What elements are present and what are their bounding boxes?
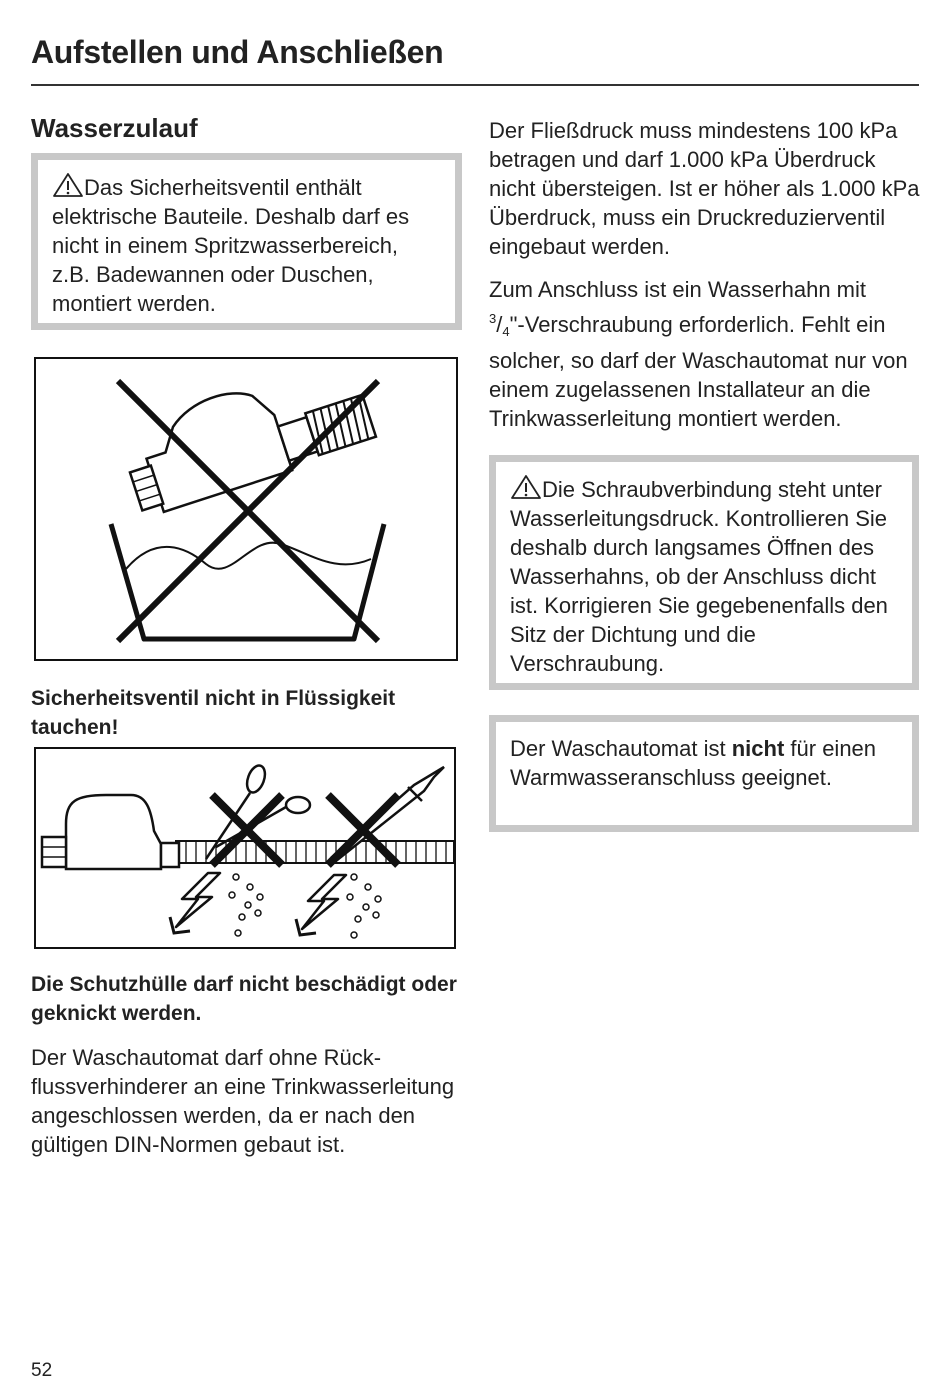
page-title: Aufstellen und Anschließen: [31, 34, 444, 70]
note-text-post: für einen Warmwasseranschluss geeignet.: [510, 736, 877, 790]
note-text-bold: nicht: [731, 736, 785, 761]
figure-protective-sleeve: [34, 747, 456, 949]
connection-text-pre: Zum Anschluss ist ein Wasserhahn mit: [489, 277, 866, 302]
section-title: Wasserzulauf: [31, 113, 198, 143]
connection-paragraph: Zum Anschluss ist ein Wasserhahn mit $^3$/4"-Verschraubung erforderlich. Fehlt ein solcher, so darf der Waschautomat nur von einem zugelassenen Installateur an die Trinkwasserleitung montiert werden.: [489, 277, 908, 431]
warning-valve-text: Das Sicherheitsventil enthält elektrische Bauteile. Deshalb darf es nicht in einem Spritzwasserbereich, z.B. Badewannen oder Duschen, montiert werden.: [52, 175, 410, 316]
warning-box-valve: [31, 153, 462, 330]
page-number: 52: [31, 1360, 53, 1381]
pressure-paragraph: Der Fließdruck muss mindestens 100 kPa betragen und darf 1.000 kPa Überdruck nicht übersteigen. Ist er höher als 1.000 kPa Überdruck, muss ein Druckreduzierventil eingebaut werden.: [489, 118, 920, 259]
warning-box-screw: [489, 455, 919, 690]
sleeve-damage-illustration: [36, 749, 454, 947]
warning-triangle-icon: [510, 474, 542, 500]
note-box-hot-water: [489, 715, 919, 832]
valve-water-illustration: [36, 359, 456, 659]
fraction-numerator: 3: [489, 311, 497, 326]
warning-screw-text: Die Schraubverbindung steht unter Wasserleitungsdruck. Kontrollieren Sie deshalb durch langsames Öffnen des Wasserhahns, ob der Anschluss dicht ist. Korrigieren Sie gegebenenfalls den Sitz der Dichtung und die Verschraubung.: [510, 477, 888, 676]
note-text-pre: Der Waschautomat ist: [510, 736, 726, 761]
left-body-text: [31, 1043, 463, 1159]
backflow-paragraph: Der Waschautomat darf ohne Rückflussverhinderer an eine Trinkwasserleitung angeschlossen werden, da er nach den gültigen DIN-Normen gebaut ist.: [31, 1045, 455, 1157]
hot-water-note: [510, 734, 898, 792]
header-divider: [31, 84, 919, 86]
fraction-denominator: 4: [502, 324, 510, 339]
right-column-text: [489, 116, 921, 433]
warning-triangle-icon: [52, 172, 84, 198]
figure-valve-in-water: [34, 357, 458, 661]
figure1-caption: Sicherheitsventil nicht in Flüssigkeit tauchen!: [31, 687, 396, 739]
figure2-caption: Die Schutzhülle darf nicht beschädigt oder geknickt werden.: [31, 973, 457, 1025]
connection-text-post: "-Verschraubung erforderlich. Fehlt ein solcher, so darf der Waschautomat nur von einem zugelassenen Installateur an die Trinkwasserleitung montiert werden.: [489, 312, 908, 431]
